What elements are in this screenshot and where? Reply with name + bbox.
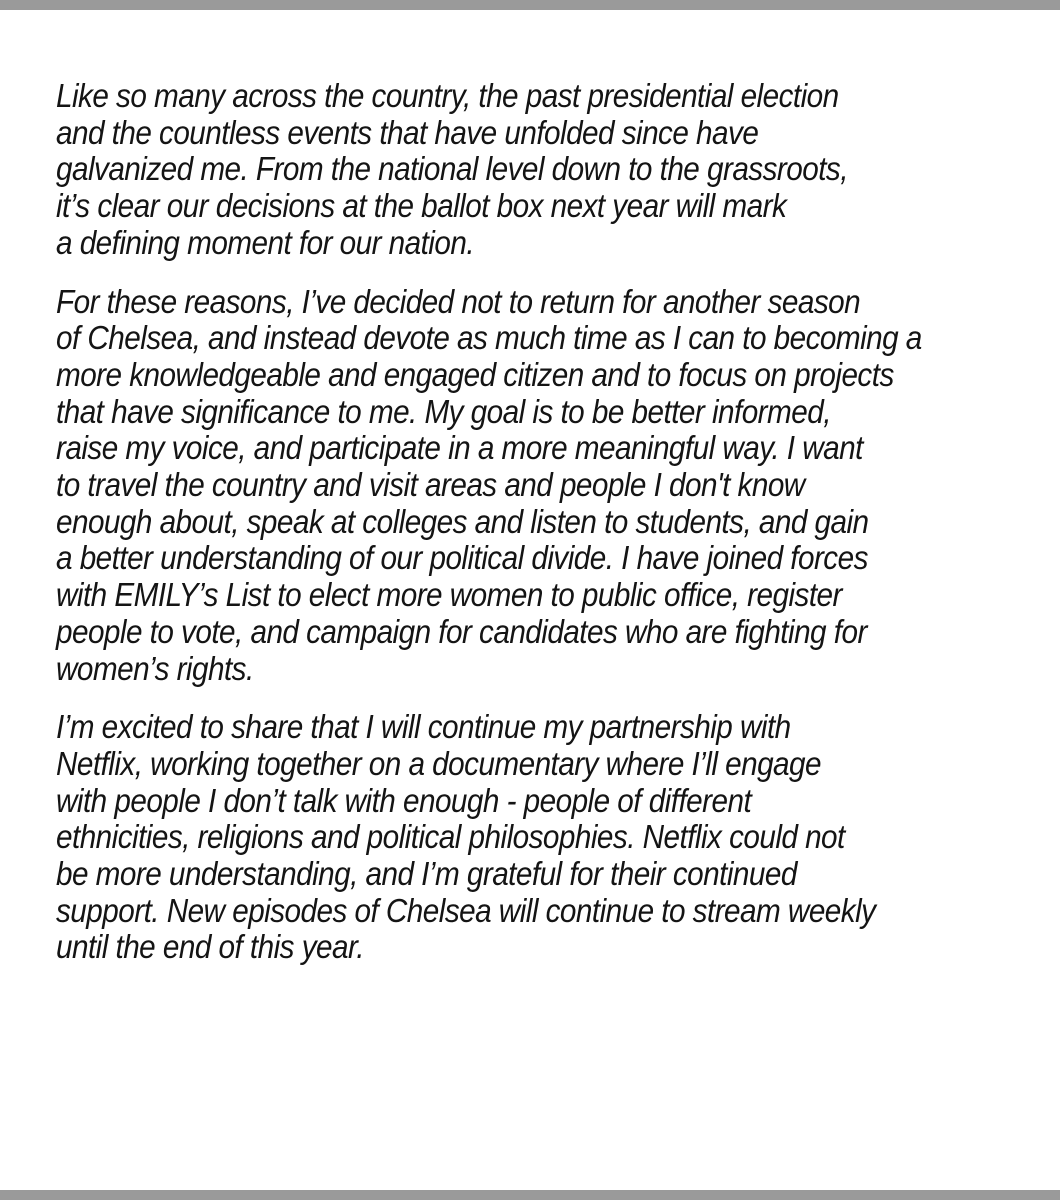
text-line: Netflix, working together on a documentary where I’ll engage [56, 744, 821, 782]
top-border-bar [0, 0, 1060, 10]
text-line: with EMILY’s List to elect more women to public office, register [56, 576, 842, 614]
text-line: Like so many across the country, the past presidential election [56, 77, 839, 114]
text-line: of Chelsea, and instead devote as much time as I can to becoming a [56, 319, 922, 357]
text-line: be more understanding, and I’m grateful for their continued [56, 855, 797, 893]
paragraph-2 [56, 284, 1046, 688]
text-line: a defining moment for our nation. [56, 223, 475, 261]
text-line: to travel the country and visit areas and people I don't know [56, 466, 805, 504]
text-line: ethnicities, religions and political philosophies. Netflix could not [56, 818, 845, 856]
text-line: enough about, speak at colleges and listen to students, and gain [56, 502, 869, 540]
text-line: people to vote, and campaign for candidates who are fighting for [56, 612, 867, 650]
text-line: raise my voice, and participate in a more meaningful way. I want [56, 429, 863, 467]
text-line: support. New episodes of Chelsea will continue to stream weekly [56, 891, 876, 929]
text-line: that have significance to me. My goal is to be better informed, [56, 392, 831, 430]
text-line: a better understanding of our political divide. I have joined forces [56, 539, 868, 577]
paragraph-1 [56, 78, 1046, 262]
text-line: women’s rights. [56, 649, 254, 687]
text-line: until the end of this year. [56, 928, 364, 966]
text-line: it’s clear our decisions at the ballot box next year will mark [56, 187, 787, 225]
text-line: more knowledgeable and engaged citizen and to focus on projects [56, 355, 894, 393]
text-line: and the countless events that have unfolded since have [56, 113, 759, 151]
text-line: galvanized me. From the national level down to the grassroots, [56, 150, 848, 188]
statement-text [56, 78, 1046, 988]
text-line: I’m excited to share that I will continue my partnership with [56, 708, 791, 746]
text-line: with people I don’t talk with enough - people of different [56, 781, 752, 819]
text-line: For these reasons, I’ve decided not to return for another season [56, 282, 861, 320]
paragraph-3 [56, 709, 1046, 966]
bottom-border-bar [0, 1190, 1060, 1200]
